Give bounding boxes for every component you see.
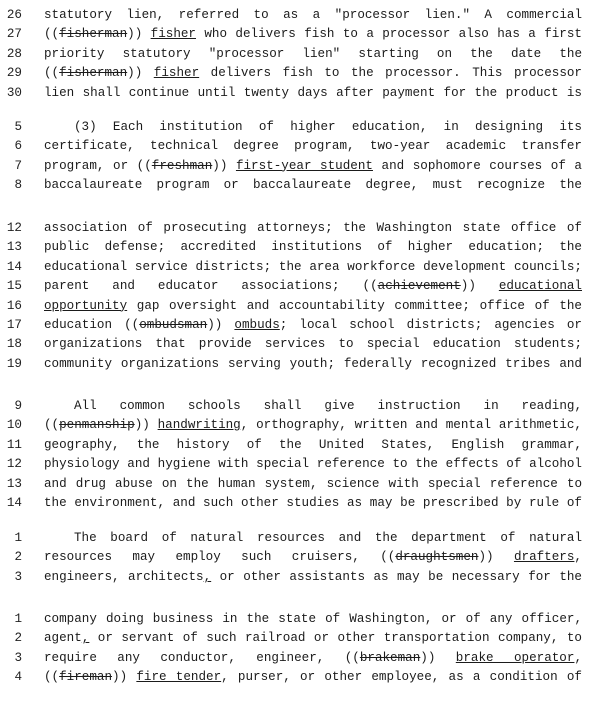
document-line: [0, 258, 600, 277]
line-text: [44, 335, 582, 354]
document-line: [0, 397, 600, 416]
document-line: [0, 118, 600, 137]
text-segment: parent and educator associations; ((: [44, 279, 378, 294]
text-segment: )): [112, 670, 137, 685]
line-number: 27: [6, 27, 22, 42]
line-number: 13: [6, 476, 22, 491]
text-segment: gap oversight and accountability committee; office of the: [127, 298, 582, 313]
line-text: [44, 494, 582, 513]
line-number: 1: [14, 531, 22, 545]
document-line: [0, 436, 600, 455]
line-text: [44, 548, 582, 567]
line-number: 14: [6, 495, 22, 510]
line-text: [44, 455, 582, 474]
line-number: 2: [14, 550, 22, 565]
section-stakeholders: [0, 219, 600, 374]
text-segment: or other assistants as may be necessary for the: [211, 569, 582, 584]
line-number: 1: [14, 612, 22, 626]
text-segment: )): [420, 650, 456, 665]
text-segment: education ((: [44, 317, 140, 332]
document-line: [0, 548, 600, 567]
line-text: [44, 397, 582, 416]
line-text: [44, 529, 582, 548]
inserted-text: opportunity: [44, 298, 128, 313]
document-line: [0, 219, 600, 238]
document-line: [0, 137, 600, 156]
line-number: 11: [6, 437, 22, 452]
inserted-text: ,: [203, 569, 212, 584]
section-processor-lien: [0, 6, 600, 103]
text-segment: program, or ((: [44, 158, 152, 173]
line-text: [44, 219, 582, 238]
line-text: [44, 258, 582, 277]
document-line: [0, 455, 600, 474]
line-number: 17: [6, 317, 22, 332]
inserted-text: handwriting: [157, 418, 241, 433]
text-segment: ((: [44, 418, 60, 433]
text-segment: or servant of such railroad or other transportation company, to: [89, 631, 582, 646]
text-segment: and drug abuse on the human system, science with special reference to: [44, 476, 582, 491]
line-number: 12: [6, 457, 22, 472]
document-line: [0, 529, 600, 548]
deleted-text: fisherman: [59, 27, 128, 42]
line-number: 3: [14, 650, 22, 665]
deleted-text: achievement: [377, 279, 461, 294]
document-line: [0, 25, 600, 44]
text-segment: the environment, and such other studies as may be prescribed by rule of: [44, 495, 582, 510]
text-segment: resources may employ such cruisers, ((: [44, 550, 396, 565]
text-segment: baccalaureate program or baccalaureate degree, must recognize the: [44, 178, 582, 193]
line-text: [44, 157, 582, 176]
line-text: [44, 45, 582, 64]
text-segment: )): [127, 27, 151, 42]
text-segment: organizations that provide services to special education students;: [44, 337, 582, 352]
document-line: [0, 335, 600, 354]
line-text: [44, 436, 582, 455]
text-segment: company doing business in the state of Washington, or of any officer,: [44, 612, 582, 626]
deleted-text: fisherman: [59, 66, 128, 81]
deleted-text: draughtsmen: [395, 550, 479, 565]
text-segment: All common schools shall give instruction in reading,: [74, 399, 582, 413]
document-line: [0, 64, 600, 83]
inserted-text: ,: [81, 631, 90, 646]
text-segment: )): [212, 158, 236, 173]
deleted-text: brakeman: [359, 650, 421, 665]
text-segment: delivers fish to the processor. This processor: [199, 66, 582, 81]
text-segment: )): [207, 317, 235, 332]
line-number: 13: [6, 240, 22, 255]
text-segment: )): [134, 418, 158, 433]
line-text: [44, 355, 582, 374]
document-line: [0, 316, 600, 335]
line-text: [44, 84, 582, 103]
text-segment: ((: [44, 27, 60, 42]
line-number: 4: [14, 670, 22, 685]
text-segment: geography, the history of the United States, English grammar,: [44, 437, 582, 452]
inserted-text: fisher: [150, 27, 196, 42]
line-text: [44, 64, 582, 83]
document-line: [0, 416, 600, 435]
text-segment: ,: [574, 650, 582, 665]
text-segment: The board of natural resources and the department of natural: [74, 531, 582, 545]
text-segment: and sophomore courses of a: [372, 158, 582, 173]
text-segment: public defense; accredited institutions of higher education; the: [44, 240, 582, 255]
line-number: 29: [6, 66, 22, 81]
deleted-text: penmanship: [59, 418, 135, 433]
line-number: 26: [6, 8, 22, 22]
inserted-text: educational: [498, 279, 582, 294]
document-line: [0, 494, 600, 513]
document-line: [0, 668, 600, 687]
deleted-text: freshman: [151, 158, 213, 173]
line-text: [44, 297, 582, 316]
line-text: [44, 238, 582, 257]
text-segment: physiology and hygiene with special reference to the effects of alcohol: [44, 457, 582, 472]
text-segment: )): [127, 66, 154, 81]
text-segment: ((: [44, 66, 60, 81]
line-number: 3: [14, 569, 22, 584]
text-segment: , orthography, written and mental arithmetic,: [240, 418, 582, 433]
deleted-text: ombudsman: [139, 317, 208, 332]
text-segment: association of prosecuting attorneys; the Washington state office of: [44, 221, 582, 235]
line-number: 9: [14, 399, 22, 413]
line-number: 19: [6, 356, 22, 371]
line-number: 2: [14, 631, 22, 646]
document-line: [0, 355, 600, 374]
line-text: [44, 668, 582, 687]
text-segment: ; local school districts; agencies or: [279, 317, 582, 332]
inserted-text: fire tender: [136, 670, 222, 685]
document-line: [0, 610, 600, 629]
document-line: [0, 568, 600, 587]
text-segment: educational service districts; the area workforce development councils;: [44, 259, 582, 274]
document-line: [0, 238, 600, 257]
line-text: [44, 416, 582, 435]
document-line: [0, 6, 600, 25]
document-line: [0, 297, 600, 316]
text-segment: priority statutory "processor lien" starting on the date the: [44, 46, 582, 61]
document-line: [0, 45, 600, 64]
text-segment: who delivers fish to a processor also has a first: [196, 27, 582, 42]
document-line: [0, 475, 600, 494]
section-transportation-company: [0, 610, 600, 688]
line-text: [44, 568, 582, 587]
line-text: [44, 629, 582, 648]
text-segment: )): [460, 279, 499, 294]
text-segment: , purser, or other employee, as a condition of: [221, 670, 582, 685]
line-number: 5: [14, 120, 22, 134]
line-number: 18: [6, 337, 22, 352]
line-text: [44, 649, 582, 668]
section-higher-education: [0, 118, 600, 196]
text-segment: community organizations serving youth; federally recognized tribes and: [44, 356, 582, 371]
document-line: [0, 157, 600, 176]
inserted-text: brake operator: [455, 650, 575, 665]
document-line: [0, 176, 600, 195]
inserted-text: fisher: [153, 66, 200, 81]
line-text: [44, 316, 582, 335]
deleted-text: fireman: [59, 670, 113, 685]
line-text: [44, 277, 582, 296]
text-segment: certificate, technical degree program, two-year academic transfer: [44, 139, 582, 154]
text-segment: )): [478, 550, 514, 565]
line-number: 30: [6, 85, 22, 100]
document-line: [0, 629, 600, 648]
line-number: 8: [14, 178, 22, 193]
line-number: 7: [14, 158, 22, 173]
text-segment: agent: [44, 631, 82, 646]
document-line: [0, 277, 600, 296]
text-segment: ((: [44, 670, 60, 685]
line-text: [44, 137, 582, 156]
text-segment: statutory lien, referred to as a "processor lien." A commercial: [44, 8, 582, 22]
line-number: 6: [14, 139, 22, 154]
line-number: 10: [6, 418, 22, 433]
line-text: [44, 25, 582, 44]
text-segment: engineers, architects: [44, 569, 204, 584]
line-number: 16: [6, 298, 22, 313]
text-segment: ,: [574, 550, 582, 565]
line-text: [44, 475, 582, 494]
line-number: 28: [6, 46, 22, 61]
line-text: [44, 118, 582, 137]
document-line: [0, 649, 600, 668]
text-segment: (3) Each institution of higher education, in designing its: [74, 120, 582, 134]
line-text: [44, 610, 582, 629]
line-number: 15: [6, 279, 22, 294]
line-text: [44, 6, 582, 25]
text-segment: require any conductor, engineer, ((: [44, 650, 360, 665]
inserted-text: drafters: [513, 550, 575, 565]
line-number: 12: [6, 221, 22, 235]
document-line: [0, 84, 600, 103]
line-text: [44, 176, 582, 195]
section-natural-resources: [0, 529, 600, 587]
line-number: 14: [6, 259, 22, 274]
text-segment: lien shall continue until twenty days after payment for the product is: [44, 85, 582, 100]
inserted-text: ombuds: [234, 317, 280, 332]
inserted-text: first-year student: [235, 158, 373, 173]
section-common-schools: [0, 397, 600, 513]
